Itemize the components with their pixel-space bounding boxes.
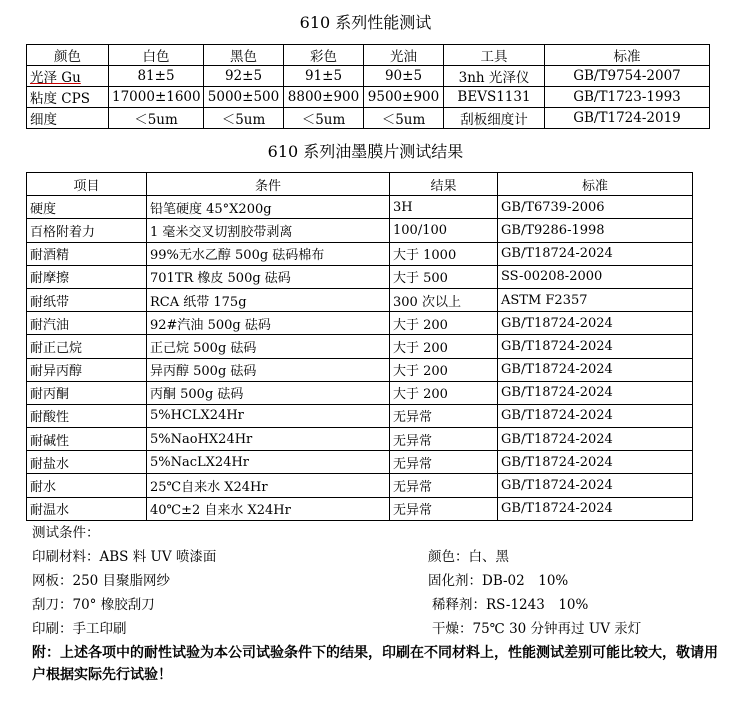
table-row (27, 242, 693, 265)
table-cell: 大于 200 (390, 312, 498, 335)
table-cell: 耐丙酮 (27, 381, 147, 404)
table-cell: 无异常 (390, 428, 498, 451)
table-cell: GB/T18724-2024 (498, 404, 693, 427)
table-cell: 300 次以上 (390, 288, 498, 311)
table-cell: 耐盐水 (27, 451, 147, 474)
table-cell: 耐摩擦 (27, 265, 147, 288)
table-row (27, 312, 693, 335)
performance-table (26, 44, 710, 129)
header-cell: 光油 (364, 45, 444, 66)
table-header-row (27, 173, 693, 196)
condition-hardener: 固化剂：DB-02 10% (428, 573, 569, 589)
table-cell: SS-00208-2000 (498, 265, 693, 288)
header-cell: 标准 (545, 45, 710, 66)
table-row (27, 474, 693, 497)
table-cell: RCA 纸带 175g (147, 288, 390, 311)
table-cell: 无异常 (390, 474, 498, 497)
conditions-heading: 测试条件： (32, 525, 100, 541)
table-cell: 耐酒精 (27, 242, 147, 265)
table-cell: 100/100 (390, 219, 498, 242)
table-cell: 大于 200 (390, 335, 498, 358)
table-cell: 无异常 (390, 451, 498, 474)
table-row (27, 196, 693, 219)
table-cell: 光泽 Gu (27, 66, 109, 87)
table-cell: 粘度 CPS (27, 87, 109, 108)
table-row (27, 428, 693, 451)
film-test-title: 610 系列油墨膜片测试结果 (267, 142, 464, 161)
condition-printing: 印刷：手工印刷 (32, 621, 127, 637)
table-cell: 99%无水乙醇 500g 砝码棉布 (147, 242, 390, 265)
table-cell: 大于 200 (390, 381, 498, 404)
table-cell: GB/T1724-2019 (545, 108, 710, 129)
table-cell: GB/T18724-2024 (498, 358, 693, 381)
table-cell: 大于 200 (390, 358, 498, 381)
table-cell: 耐异丙醇 (27, 358, 147, 381)
header-cell: 白色 (109, 45, 204, 66)
table-row (27, 66, 710, 87)
table-header-row (27, 45, 710, 66)
table-row (27, 451, 693, 474)
header-cell: 项目 (27, 173, 147, 196)
table-cell: 耐碱性 (27, 428, 147, 451)
table-cell: 硬度 (27, 196, 147, 219)
condition-squeegee: 刮刀：70° 橡胶刮刀 (32, 597, 155, 613)
table-cell: ＜5um (109, 108, 204, 129)
film-test-table (26, 172, 693, 521)
table-row (27, 497, 693, 520)
table-cell: 5%NacLX24Hr (147, 451, 390, 474)
table-cell: 25℃自来水 X24Hr (147, 474, 390, 497)
disclaimer-note: 附：上述各项中的耐性试验为本公司试验条件下的结果，印刷在不同材料上，性能测试差别可能比较大，敬请用户根据实际先行试验！ (32, 645, 718, 683)
table-cell: 17000±1600 (109, 87, 204, 108)
table-cell: GB/T1723-1993 (545, 87, 710, 108)
table-cell: 9500±900 (364, 87, 444, 108)
header-cell: 彩色 (284, 45, 364, 66)
table-cell: ＜5um (204, 108, 284, 129)
table-cell: ASTM F2357 (498, 288, 693, 311)
table-cell: 3H (390, 196, 498, 219)
table-cell: 3nh 光泽仪 (444, 66, 545, 87)
header-cell: 黑色 (204, 45, 284, 66)
table-cell: 耐酸性 (27, 404, 147, 427)
table-cell: 耐汽油 (27, 312, 147, 335)
table-cell: 大于 1000 (390, 242, 498, 265)
table-cell: GB/T18724-2024 (498, 428, 693, 451)
table-cell: GB/T18724-2024 (498, 381, 693, 404)
table-cell: 百格附着力 (27, 219, 147, 242)
table-cell: 无异常 (390, 404, 498, 427)
table-cell: 异丙醇 500g 砝码 (147, 358, 390, 381)
header-cell: 条件 (147, 173, 390, 196)
table-cell: 5%NaoHX24Hr (147, 428, 390, 451)
table-cell: ＜5um (364, 108, 444, 129)
table-cell: 90±5 (364, 66, 444, 87)
table-row (27, 219, 693, 242)
table-cell: GB/T9286-1998 (498, 219, 693, 242)
table-cell: 91±5 (284, 66, 364, 87)
table-cell: 无异常 (390, 497, 498, 520)
table-row (27, 265, 693, 288)
condition-drying: 干燥：75℃ 30 分钟再过 UV 汞灯 (432, 621, 642, 637)
condition-print-material: 印刷材料：ABS 料 UV 喷漆面 (32, 549, 217, 565)
table-cell: 92±5 (204, 66, 284, 87)
table-cell: 正己烷 500g 砝码 (147, 335, 390, 358)
table-cell: 92#汽油 500g 砝码 (147, 312, 390, 335)
table-cell: GB/T6739-2006 (498, 196, 693, 219)
table-row (27, 87, 710, 108)
condition-color: 颜色：白、黑 (428, 549, 509, 565)
table-cell: 81±5 (109, 66, 204, 87)
table-cell: GB/T18724-2024 (498, 312, 693, 335)
table-cell: 刮板细度计 (444, 108, 545, 129)
table-cell: 40℃±2 自来水 X24Hr (147, 497, 390, 520)
table-cell: 701TR 橡皮 500g 砝码 (147, 265, 390, 288)
table-cell: 耐水 (27, 474, 147, 497)
condition-thinner: 稀释剂：RS-1243 10% (432, 597, 589, 613)
table-row (27, 335, 693, 358)
table-cell: 大于 500 (390, 265, 498, 288)
table-cell: 5%HCLX24Hr (147, 404, 390, 427)
header-cell: 工具 (444, 45, 545, 66)
header-cell: 颜色 (27, 45, 109, 66)
table-cell: 5000±500 (204, 87, 284, 108)
table-cell: 8800±900 (284, 87, 364, 108)
table-row (27, 381, 693, 404)
table-row (27, 358, 693, 381)
table-cell: 细度 (27, 108, 109, 129)
table-cell: 1 毫米交叉切割胶带剥离 (147, 219, 390, 242)
table-cell: ＜5um (284, 108, 364, 129)
table-cell: 耐温水 (27, 497, 147, 520)
table-cell: 铅笔硬度 45°X200g (147, 196, 390, 219)
performance-title: 610 系列性能测试 (299, 13, 432, 32)
table-row (27, 108, 710, 129)
condition-screen: 网板：250 目聚脂网纱 (32, 573, 171, 589)
table-row (27, 288, 693, 311)
table-cell: GB/T18724-2024 (498, 474, 693, 497)
table-cell: GB/T18724-2024 (498, 497, 693, 520)
table-cell: GB/T18724-2024 (498, 242, 693, 265)
table-row (27, 404, 693, 427)
header-cell: 标准 (498, 173, 693, 196)
table-cell: GB/T9754-2007 (545, 66, 710, 87)
table-cell: GB/T18724-2024 (498, 335, 693, 358)
table-cell: 丙酮 500g 砝码 (147, 381, 390, 404)
table-cell: BEVS1131 (444, 87, 545, 108)
table-cell: GB/T18724-2024 (498, 451, 693, 474)
table-cell: 耐正己烷 (27, 335, 147, 358)
table-cell: 耐纸带 (27, 288, 147, 311)
header-cell: 结果 (390, 173, 498, 196)
